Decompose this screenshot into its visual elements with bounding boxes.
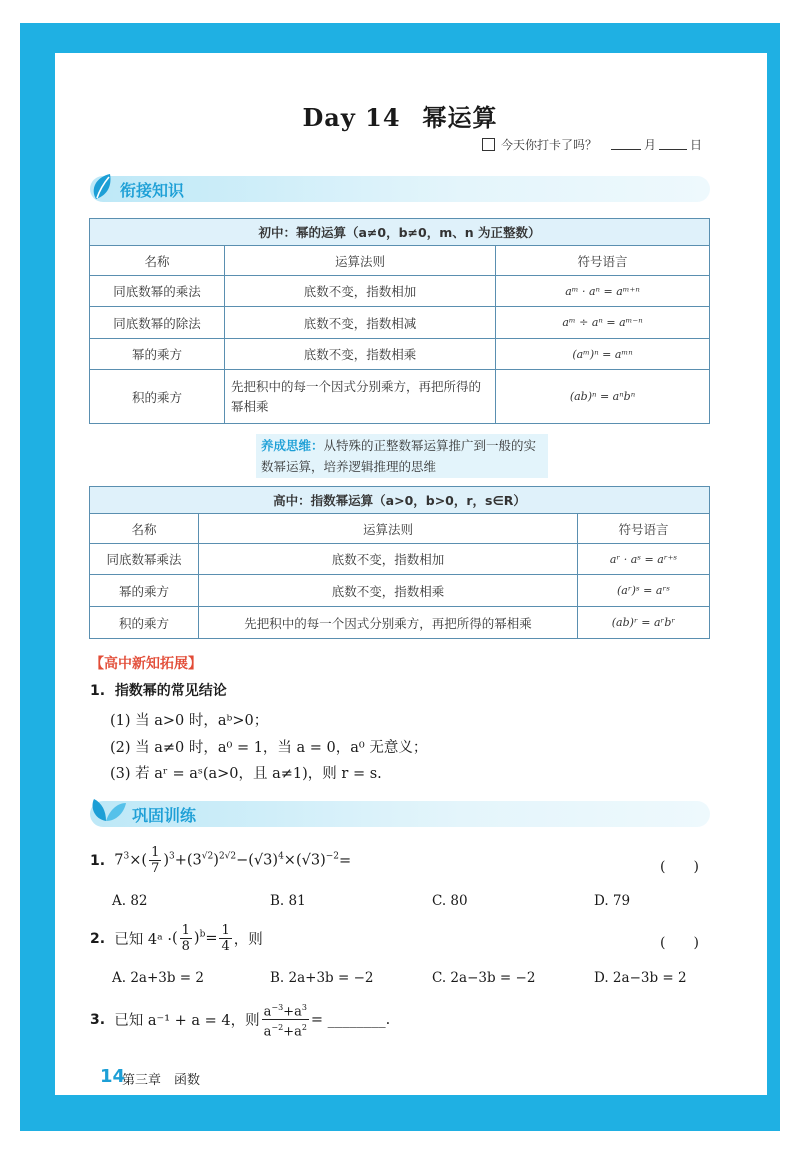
month-label: 月	[644, 138, 657, 152]
thinking-note	[256, 434, 548, 478]
question-number: 1.	[90, 852, 106, 869]
question-1-tail: =	[339, 852, 352, 869]
day-blank[interactable]	[659, 139, 687, 150]
question-2-tail: ，则	[233, 932, 263, 948]
choice-a[interactable]: A. 2a+3b = 2	[112, 970, 204, 986]
choice-d[interactable]: D. 79	[594, 893, 631, 909]
table-cell: 同底数幂乘法	[90, 544, 199, 575]
leaf-icon	[88, 171, 118, 203]
answer-paren[interactable]: ( )	[660, 859, 699, 875]
conclusion-item: (2) 当 a≠0 时，a⁰ = 1，当 a = 0，a⁰ 无意义；	[110, 740, 428, 756]
table-cell: (aʳ)ˢ = aʳˢ	[578, 575, 710, 607]
section-title-link-knowledge: 衔接知识	[120, 181, 185, 200]
table-header: 符号语言	[578, 514, 710, 544]
table-caption: 初中：幂的运算（a≠0，b≠0，m、n 为正整数）	[90, 219, 710, 246]
choice-a[interactable]: A. 82	[112, 893, 148, 909]
choice-b[interactable]: B. 81	[270, 893, 306, 909]
table-cell: 底数不变，指数相乘	[225, 339, 496, 370]
day-label: Day 14	[302, 103, 401, 132]
table-cell: aʳ · aˢ = aʳ⁺ˢ	[578, 544, 710, 575]
table-cell: 幂的乘方	[90, 339, 225, 370]
question-2	[90, 923, 263, 954]
note-text: 从特殊的正整数幂运算推广到一般的实数幂运算，培养逻辑推理的思维	[261, 438, 537, 474]
table-cell: 底数不变，指数相加	[225, 276, 496, 307]
checkin-checkbox[interactable]	[482, 138, 495, 151]
senior-power-table	[89, 486, 710, 639]
butterfly-leaf-icon	[88, 795, 128, 827]
conclusion-item: (1) 当 a>0 时，aᵇ>0；	[110, 713, 269, 729]
choice-c[interactable]: C. 2a−3b = −2	[432, 970, 536, 986]
table-header: 名称	[90, 514, 199, 544]
month-blank[interactable]	[611, 139, 641, 150]
answer-paren[interactable]: ( )	[660, 935, 699, 951]
choice-d[interactable]: D. 2a−3b = 2	[594, 970, 687, 986]
table-cell: 积的乘方	[90, 607, 199, 639]
table-cell: aᵐ · aⁿ = aᵐ⁺ⁿ	[496, 276, 710, 307]
expand-heading	[90, 680, 227, 700]
question-3-fraction: $\frac{a^{-3}+a^3}{a^{-2}+a^2}$	[262, 1000, 309, 1040]
table-cell: (ab)ⁿ = aⁿbⁿ	[496, 370, 710, 424]
note-label: 养成思维：	[261, 438, 324, 453]
table-cell: 底数不变，指数相减	[225, 307, 496, 339]
table-cell: 幂的乘方	[90, 575, 199, 607]
section-title-practice: 巩固训练	[132, 806, 197, 825]
question-3-prefix: 已知 a⁻¹ + a = 4，则	[114, 1013, 260, 1030]
table-cell: 积的乘方	[90, 370, 225, 424]
table-header: 运算法则	[199, 514, 578, 544]
table-cell: 底数不变，指数相乘	[199, 575, 578, 607]
table-cell: 同底数幂的乘法	[90, 276, 225, 307]
question-1	[90, 845, 351, 876]
table-cell: aᵐ ÷ aⁿ = aᵐ⁻ⁿ	[496, 307, 710, 339]
expand-heading-num: 1.	[90, 683, 106, 699]
junior-power-table	[89, 218, 710, 424]
question-2-prefix: 已知 4ᵃ ·	[114, 932, 172, 948]
table-header: 名称	[90, 246, 225, 276]
question-number: 2.	[90, 930, 106, 947]
checkin-row	[482, 136, 702, 153]
day-unit-label: 日	[690, 138, 703, 152]
page-title	[0, 98, 800, 133]
expand-title: 【高中新知拓展】	[90, 656, 202, 672]
expand-heading-text: 指数幂的常见结论	[114, 683, 227, 699]
choice-b[interactable]: B. 2a+3b = −2	[270, 970, 374, 986]
checkin-text: 今天你打卡了吗？	[501, 138, 598, 152]
table-cell: (ab)ʳ = aʳbʳ	[578, 607, 710, 639]
table-cell: 底数不变，指数相加	[199, 544, 578, 575]
choice-c[interactable]: C. 80	[432, 893, 468, 909]
question-number: 3.	[90, 1011, 106, 1028]
question-1-expression: $7^3\times$( $\frac{1}{7}$ )$^3+(3^{√2})^{2√2}-(√3)^4\times(√3)^{-2}$	[114, 845, 340, 876]
page-number: 14	[100, 1066, 126, 1087]
question-2-expression: ( $\frac{1}{8}$ )$^b$= $\frac{1}{4}$	[171, 923, 230, 954]
chapter-label: 第三章 函数	[122, 1073, 201, 1088]
table-header: 运算法则	[225, 246, 496, 276]
conclusion-item: (3) 若 aʳ = aˢ(a>0，且 a≠1)，则 r = s.	[110, 766, 382, 782]
table-caption: 高中：指数幂运算（a>0，b>0，r，s∈R）	[90, 487, 710, 514]
table-header: 符号语言	[496, 246, 710, 276]
table-cell: 先把积中的每一个因式分别乘方，再把所得的幂相乘	[225, 370, 496, 424]
topic-title: 幂运算	[422, 103, 498, 132]
table-cell: 同底数幂的除法	[90, 307, 225, 339]
table-cell: (aᵐ)ⁿ = aᵐⁿ	[496, 339, 710, 370]
question-3	[90, 1000, 390, 1040]
table-cell: 先把积中的每一个因式分别乘方，再把所得的幂相乘	[199, 607, 578, 639]
question-3-tail[interactable]: = ________.	[310, 1011, 391, 1028]
